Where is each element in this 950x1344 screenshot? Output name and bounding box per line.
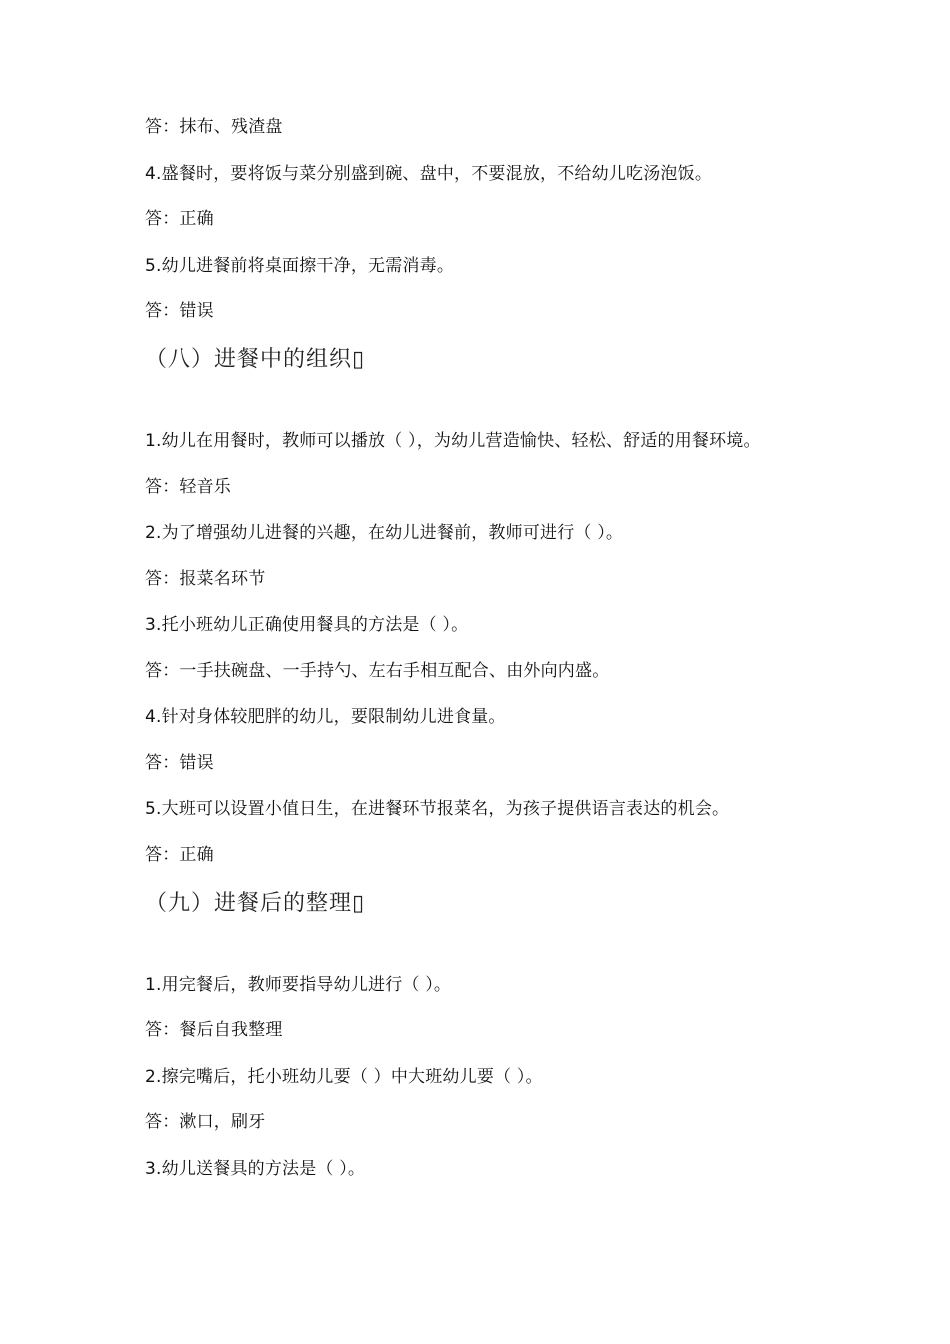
answer-text: 答：正确 [145, 845, 214, 865]
answer-text: 答：漱口，刷牙 [145, 1112, 266, 1132]
answer-text: 答：一手扶碗盘、一手持勺、左右手相互配合、由外向内盛。 [145, 661, 610, 681]
section-heading: （八）进餐中的组织▯ [145, 347, 366, 372]
question-text: 5.幼儿进餐前将桌面擦干净，无需消毒。 [145, 256, 455, 276]
question-text: 3.托小班幼儿正确使用餐具的方法是（ ）。 [145, 615, 469, 635]
section-heading: （九）进餐后的整理▯ [145, 891, 366, 916]
question-text: 5.大班可以设置小值日生，在进餐环节报菜名，为孩子提供语言表达的机会。 [145, 799, 730, 819]
question-text: 4.针对身体较肥胖的幼儿，要限制幼儿进食量。 [145, 707, 506, 727]
question-text: 2.为了增强幼儿进餐的兴趣，在幼儿进餐前，教师可进行（ ）。 [145, 523, 624, 543]
question-text: 4.盛餐时，要将饭与菜分别盛到碗、盘中，不要混放，不给幼儿吃汤泡饭。 [145, 164, 713, 184]
answer-text: 答：正确 [145, 209, 214, 229]
question-text: 1.用完餐后，教师要指导幼儿进行（ ）。 [145, 975, 452, 995]
answer-text: 答：餐后自我整理 [145, 1020, 283, 1040]
answer-text: 答：错误 [145, 301, 214, 321]
answer-text: 答：错误 [145, 753, 214, 773]
question-text: 1.幼儿在用餐时，教师可以播放（ ），为幼儿营造愉快、轻松、舒适的用餐环境。 [145, 431, 761, 451]
answer-text: 答：轻音乐 [145, 477, 231, 497]
answer-text: 答：抹布、残渣盘 [145, 117, 283, 137]
question-text: 2.擦完嘴后，托小班幼儿要（ ）中大班幼儿要（ ）。 [145, 1067, 543, 1087]
question-text: 3.幼儿送餐具的方法是（ ）。 [145, 1159, 366, 1179]
answer-text: 答：报菜名环节 [145, 569, 266, 589]
